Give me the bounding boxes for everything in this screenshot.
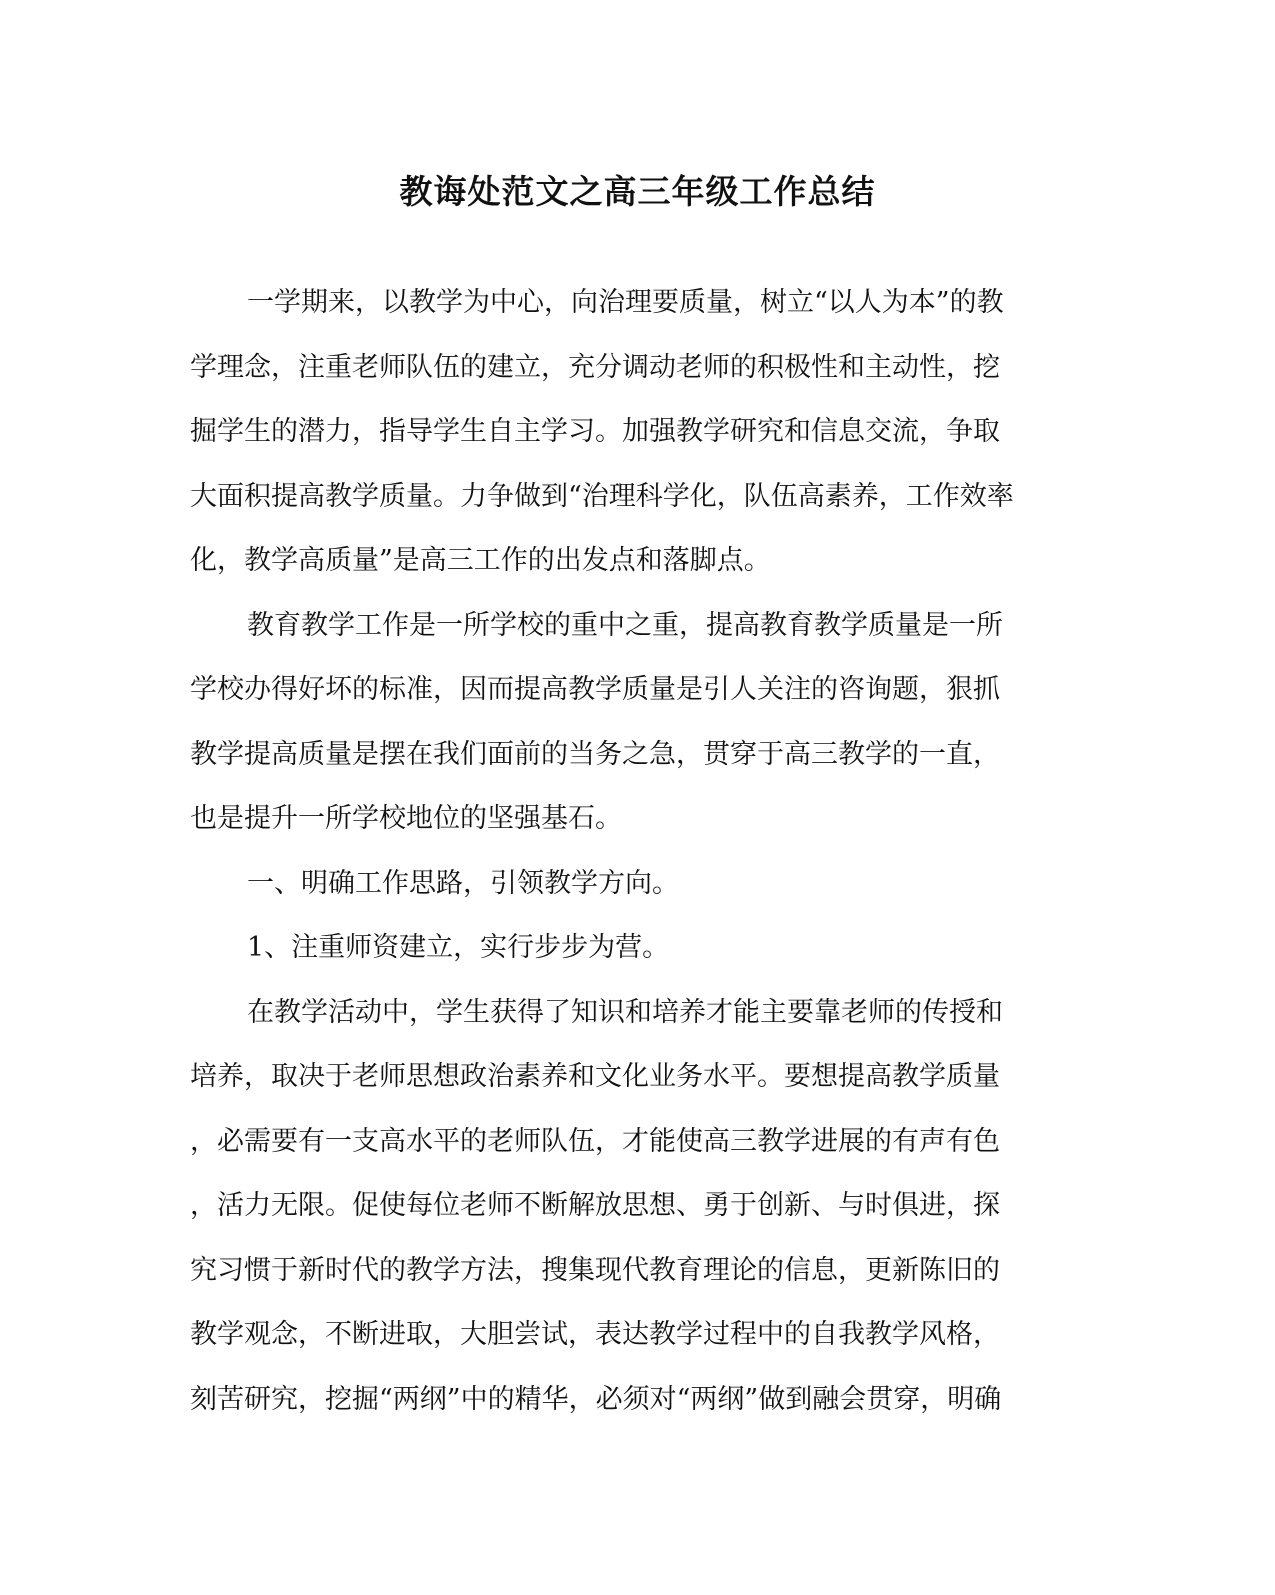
paragraph-line: 究习惯于新时代的教学方法，搜集现代教育理论的信息，更新陈旧的: [190, 1254, 1000, 1286]
paragraph-line: 也是提升一所学校地位的坚强基石。: [190, 803, 622, 834]
paragraph-line: ，活力无限。促使每位老师不断解放思想、勇于创新、与时俱进，探: [190, 1190, 1000, 1221]
paragraph-line: 培养，取决于老师思想政治素养和文化业务水平。要想提高教学质量: [190, 1061, 1000, 1092]
paragraph-line: 学理念，注重老师队伍的建立，充分调动老师的积极性和主动性，挖: [190, 351, 1000, 383]
paragraph-line: ，必需要有一支高水平的老师队伍，才能使高三教学进展的有声有色: [190, 1125, 1000, 1157]
document-body: [190, 271, 1065, 1432]
paragraph-line: 一学期来，以教学为中心，向治理要质量，树立“以人为本”的教: [247, 287, 1004, 318]
paragraph-line: 教育教学工作是一所学校的重中之重，提高教育教学质量是一所: [247, 609, 1003, 641]
paragraph-line: 掘学生的潜力，指导学生自主学习。加强教学研究和信息交流，争取: [190, 416, 1000, 447]
paragraph-line: 教学观念，不断进取，大胆尝试，表达教学过程中的自我教学风格，: [190, 1319, 1000, 1350]
paragraph-line: 学校办得好坏的标准，因而提高教学质量是引人关注的咨询题，狠抓: [190, 674, 1000, 705]
subsection-heading: 1、注重师资建立，实行步步为营。: [247, 932, 670, 963]
paragraph-line: 刻苦研究，挖掘“两纲”中的精华，必须对“两纲”做到融会贯穿，明确: [190, 1383, 1002, 1415]
paragraph-line: 在教学活动中，学生获得了知识和培养才能主要靠老师的传授和: [247, 996, 1003, 1028]
paragraph-line: 教学提高质量是摆在我们面前的当务之急，贯穿于高三教学的一直，: [190, 738, 1000, 770]
paragraph-line: 化，教学高质量”是高三工作的出发点和落脚点。: [190, 545, 771, 576]
section-heading: 一、明确工作思路，引领教学方向。: [247, 867, 679, 899]
paragraph-line: 大面积提高教学质量。力争做到“治理科学化，队伍高素养，工作效率: [190, 480, 1014, 512]
document-title: 教诲处范文之高三年级工作总结: [399, 172, 876, 211]
